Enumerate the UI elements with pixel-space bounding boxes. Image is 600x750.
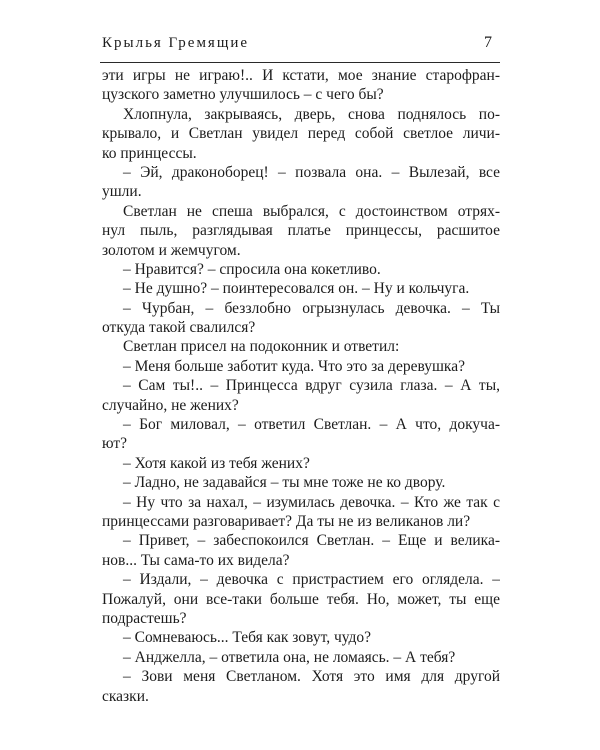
paragraph xyxy=(102,531,500,570)
text-line: принцессами разговаривает? Да ты не из великанов ли? xyxy=(102,512,471,530)
text-line: Светлан не спеша выбрался, с достоинством отрях- xyxy=(123,202,500,220)
paragraph xyxy=(102,66,500,105)
text-line: – Привет, – забеспокоился Светлан. – Еще и велика- xyxy=(123,532,500,550)
text-line: – Меня больше заботит куда. Что это за деревушка? xyxy=(123,357,465,375)
paragraph xyxy=(102,628,500,647)
text-line: ушли. xyxy=(102,183,142,201)
paragraph xyxy=(102,473,500,492)
paragraph xyxy=(102,260,500,279)
paragraph xyxy=(102,337,500,356)
paragraph xyxy=(102,299,500,338)
paragraph xyxy=(102,667,500,706)
text-line: нов... Ты сама-то их видела? xyxy=(102,551,290,569)
text-line: откуда такой свалился? xyxy=(102,319,256,337)
paragraph xyxy=(102,279,500,298)
text-line: – Не душно? – поинтересовался он. – Ну и кольчуга. xyxy=(123,280,470,298)
text-line: золотом и жемчугом. xyxy=(102,241,241,259)
text-line: ко принцессы. xyxy=(102,144,197,162)
paragraph xyxy=(102,357,500,376)
page-number: 7 xyxy=(484,34,492,51)
text-line: случайно, не жених? xyxy=(102,396,239,414)
text-line: эти игры не играю!.. И кстати, мое знание старофран- xyxy=(102,67,500,84)
text-line: – Хотя какой из тебя жених? xyxy=(123,454,310,472)
text-line: – Издали, – девочка с пристрастием его оглядела. – xyxy=(123,571,500,589)
text-line: Хлопнула, закрываясь, дверь, снова поднялось по- xyxy=(123,105,500,123)
text-line: ют? xyxy=(102,435,128,453)
text-line: подрастешь? xyxy=(102,609,187,627)
running-head xyxy=(102,33,498,55)
paragraph xyxy=(102,570,500,628)
text-line: крывало, и Светлан увидел перед собой светлое личи- xyxy=(102,125,500,143)
paragraph xyxy=(102,415,500,454)
text-line: – Ну что за нахал, – изумилась девочка. – Кто же так с xyxy=(123,493,500,511)
text-line: – Эй, драконоборец! – позвала она. – Вылезай, все xyxy=(123,163,500,181)
text-line: нул пыль, разглядывая платье принцессы, расшитое xyxy=(102,222,500,240)
running-title: Крылья Гремящие xyxy=(102,35,250,51)
paragraph xyxy=(102,454,500,473)
text-line: – Анджелла, – ответила она, не ломаясь. – А тебя? xyxy=(123,648,456,666)
text-line: – Сам ты!.. – Принцесса вдруг сузила глаза. – А ты, xyxy=(123,377,500,395)
text-line: – Сомневаюсь... Тебя как зовут, чудо? xyxy=(123,629,372,647)
paragraph xyxy=(102,493,500,532)
header-rule xyxy=(100,62,500,63)
text-line: – Ладно, не задавайся – ты мне тоже не ко двору. xyxy=(123,474,446,492)
text-body xyxy=(102,66,500,706)
text-line: Пожалуй, они все-таки больше тебя. Но, может, ты еще xyxy=(102,590,500,608)
paragraph xyxy=(102,376,500,415)
text-line: – Чурбан, – беззлобно огрызнулась девочка. – Ты xyxy=(123,299,500,317)
text-line: – Бог миловал, – ответил Светлан. – А что, докуча- xyxy=(123,416,500,434)
paragraph xyxy=(102,202,500,260)
paragraph xyxy=(102,648,500,667)
paragraph xyxy=(102,163,500,202)
text-line: – Нравится? – спросила она кокетливо. xyxy=(123,260,381,278)
text-line: Светлан присел на подоконник и ответил: xyxy=(123,338,400,356)
text-line: – Зови меня Светланом. Хотя это имя для другой xyxy=(123,668,500,686)
text-line: цузского заметно улучшилось – с чего бы? xyxy=(102,86,384,104)
paragraph xyxy=(102,105,500,163)
text-line: сказки. xyxy=(102,687,149,705)
